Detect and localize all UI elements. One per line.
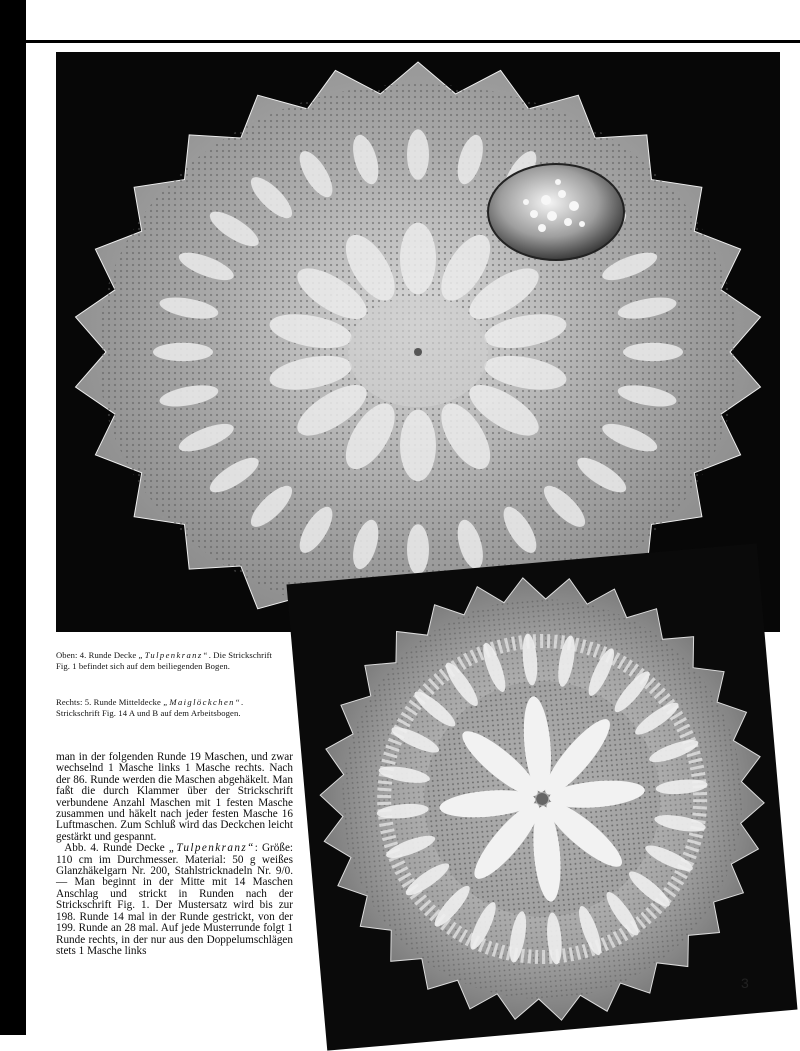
caption-top-prefix: Oben: 4. Runde Decke <box>56 650 137 660</box>
lace-motif <box>153 343 213 361</box>
body-paragraph-1: man in der folgenden Runde 19 Maschen, und zwar wechselnd 1 Masche links 1 Masche rechts. Nach der 86. Runde werden die Maschen abgehäkelt. Man faßt die durch Klammer über der Strickschrift verbundene Anzahl Maschen mit 1 festen Masche zusammen und häkelt nach jeder festen Masche 16 Luftmaschen. Zum Schluß wird das Deckchen leicht gestärkt und gespannt. <box>56 751 293 843</box>
body-paragraph-2 <box>56 843 293 957</box>
lace-motif <box>400 223 436 294</box>
page-top-rule <box>26 0 800 52</box>
lace-motif <box>407 524 429 574</box>
lace-motif <box>623 343 683 361</box>
caption-right-photo <box>56 697 288 719</box>
photo-tulpenkranz-doily <box>56 52 780 632</box>
tulpenkranz-doily-illustration <box>56 52 780 632</box>
caption-top-photo <box>56 650 288 672</box>
maigloeckchen-doily-illustration <box>287 543 798 1050</box>
scan-left-edge <box>0 0 26 1035</box>
body-para2-title: „Tulpenkranz“ <box>168 842 255 855</box>
body-para2-lead: Abb. 4. Runde Decke <box>64 842 165 855</box>
page-number: 3 <box>741 975 749 991</box>
caption-top-title: „Tulpenkranz“ <box>138 650 209 660</box>
caption-right-title: „Maiglöckchen“ <box>163 697 242 707</box>
lace-motif <box>400 410 436 481</box>
caption-right-suffix: . Strickschrift Fig. 14 A und B auf dem Arbeitsbogen. <box>56 697 244 718</box>
body-text-column <box>56 752 293 957</box>
lace-motif <box>407 129 429 179</box>
body-para2-rest: : Größe: 110 cm im Durchmesser. Material: 50 g weißes Glanzhäkelgarn Nr. 200, Stahlstricknadeln Nr. 9/0. — Man beginnt in der Mitte mit 14 Maschen Anschlag und strickt in Runden nach der Strickschrift Fig. 1. Der Mustersatz wird bis zur 198. Runde 14 mal in der Runde gestrickt, von der 199. Runde an 28 mal. Auf jede Musterrunde folgt 1 Runde rechts, in der nur aus den Doppelumschlägen stets 1 Masche links <box>56 842 294 957</box>
caption-right-prefix: Rechts: 5. Runde Mitteldecke <box>56 697 161 707</box>
photo-maigloeckchen-doily <box>287 543 798 1050</box>
caption-top-suffix: . Die Strickschrift Fig. 1 befindet sich auf dem beiliegenden Bogen. <box>56 650 273 671</box>
